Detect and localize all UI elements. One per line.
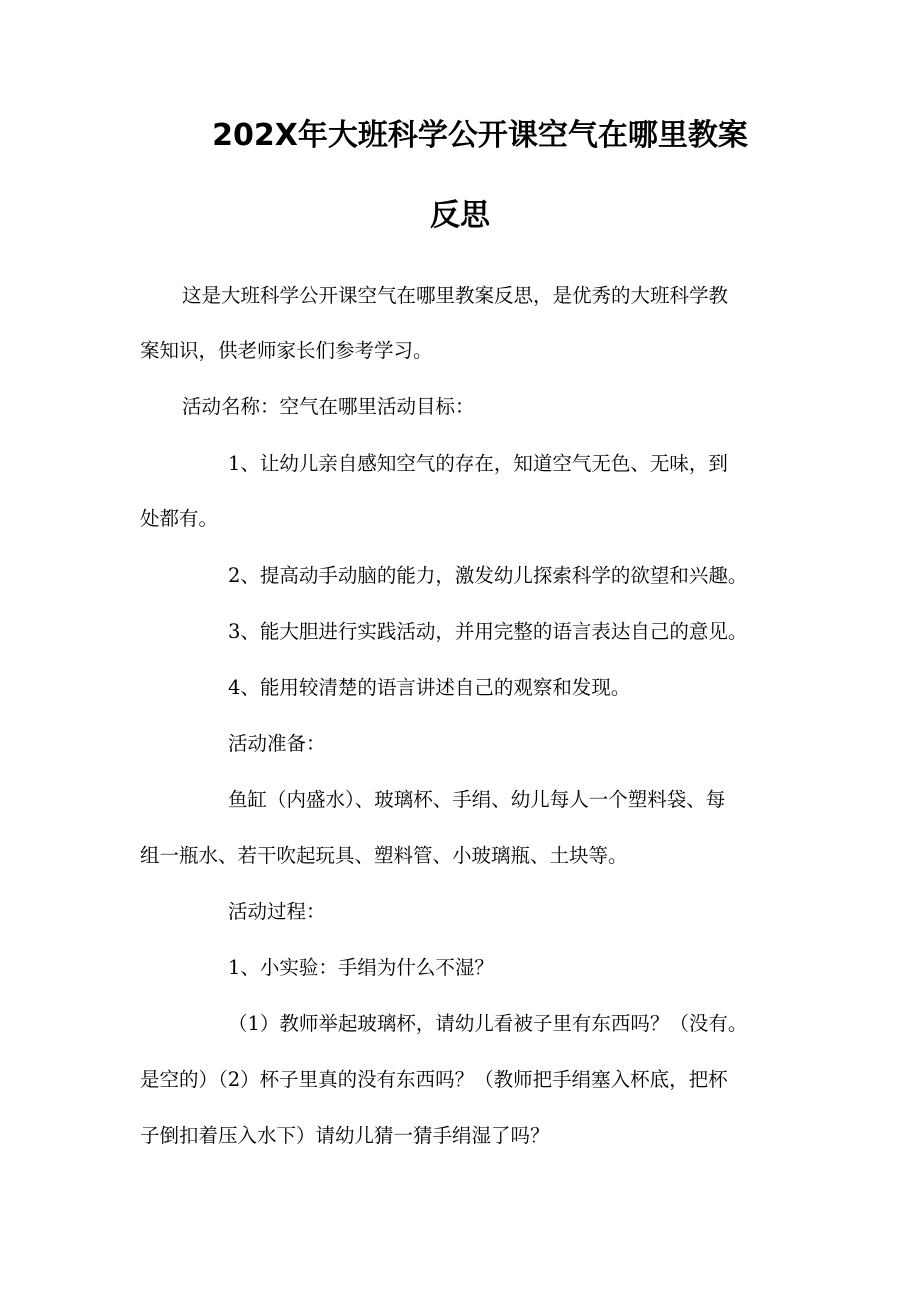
- preparation-line-2: 组一瓶水、若干吹起玩具、塑料管、小玻璃瓶、土块等。: [140, 844, 628, 867]
- goal-2-line: 2、提高动手动脑的能力，激发幼儿探索科学的欲望和兴趣。: [228, 564, 748, 587]
- document-title-line-2: 反思: [430, 198, 490, 233]
- preparation-line-1: 鱼缸（内盛水）、玻璃杯、手绢、幼儿每人一个塑料袋、每: [228, 788, 726, 811]
- intro-paragraph-line-2: 案知识，供老师家长们参考学习。: [140, 339, 433, 362]
- experiment-1-heading: 1、小实验：手绢为什么不湿？: [228, 956, 494, 979]
- goal-4-line: 4、能用较清楚的语言讲述自己的观察和发现。: [228, 676, 631, 699]
- experiment-1-line-3: 子倒扣着压入水下）请幼儿猜一猜手绢湿了吗？: [140, 1124, 550, 1147]
- goal-1-line-2: 处都有。: [140, 507, 219, 530]
- process-heading: 活动过程：: [228, 900, 326, 923]
- intro-paragraph-line-1: 这是大班科学公开课空气在哪里教案反思，是优秀的大班科学教: [182, 284, 729, 307]
- document-title-line-1: 202X年大班科学公开课空气在哪里教案: [212, 118, 748, 153]
- goal-3-line: 3、能大胆进行实践活动，并用完整的语言表达自己的意见。: [228, 620, 748, 643]
- preparation-heading: 活动准备：: [228, 732, 326, 755]
- experiment-1-line-2: 是空的）（2）杯子里真的没有东西吗？（教师把手绢塞入杯底，把杯: [140, 1068, 728, 1091]
- goal-1-line-1: 1、让幼儿亲自感知空气的存在，知道空气无色、无味，到: [228, 452, 728, 475]
- activity-name-line: 活动名称：空气在哪里活动目标：: [182, 395, 475, 418]
- experiment-1-line-1: （1）教师举起玻璃杯，请幼儿看被子里有东西吗？（没有。: [228, 1012, 748, 1035]
